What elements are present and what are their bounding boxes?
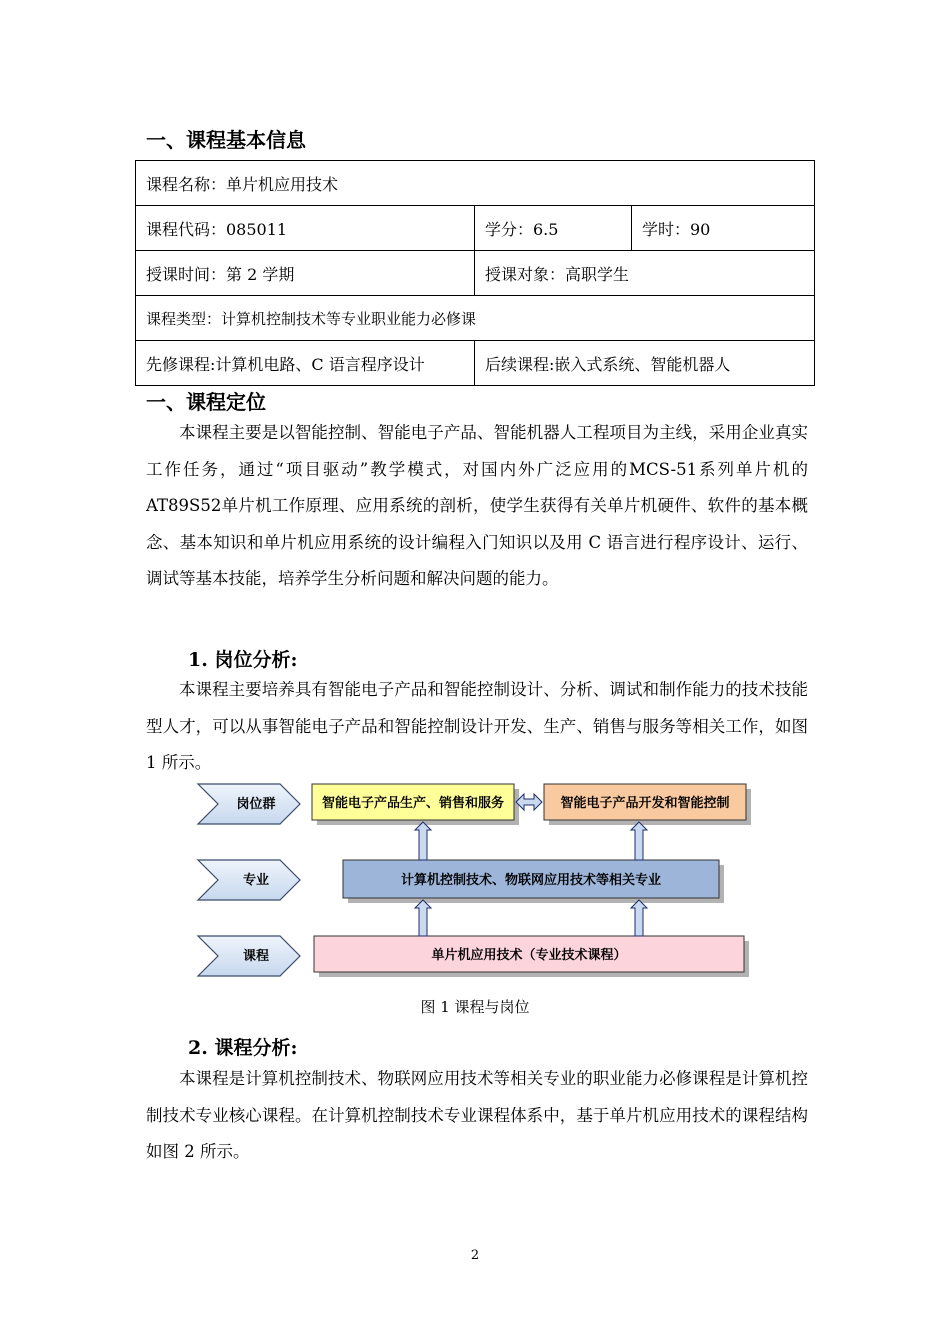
box-job-development-text: 智能电子产品开发和智能控制 [560, 796, 730, 811]
box-course-text: 单片机应用技术（专业技术课程） [431, 948, 627, 963]
followup-cell: 后续课程:嵌入式系统、智能机器人 [475, 341, 815, 386]
course-job-diagram [190, 780, 760, 980]
up-arrow-icon [631, 822, 647, 860]
label-course: 课程 [242, 949, 270, 964]
job-analysis-title: 1. 岗位分析: [188, 649, 298, 671]
hours-cell: 学时：90 [632, 206, 815, 251]
positioning-paragraph: 本课程主要是以智能控制、智能电子产品、智能机器人工程项目为主线，采用企业真实工作任务，通过“项目驱动”教学模式，对国内外广泛应用的MCS-51系列单片机的AT89S52单片机工作原理、应用系统的剖析，使学生获得有关单片机硬件、软件的基本概念、基本知识和单片机应用系统的设计编程入门知识以及用 C 语言进行程序设计、运行、调试等基本技能，培养学生分析问题和解决问题的能力。 [146, 423, 808, 588]
course-analysis-title: 2. 课程分析: [188, 1037, 298, 1059]
label-job-group: 岗位群 [236, 797, 276, 812]
credit-cell: 学分：6.5 [475, 206, 632, 251]
chevron-row3 [198, 936, 300, 976]
page-number: 2 [470, 1248, 480, 1263]
course-code-cell: 课程代码：085011 [136, 206, 475, 251]
double-arrow-icon [516, 794, 542, 810]
chevron-row1 [198, 784, 300, 824]
prerequisite-cell: 先修课程:计算机电路、C 语言程序设计 [136, 341, 475, 386]
figure1-caption: 图 1 课程与岗位 [420, 998, 530, 1016]
course-name-cell: 课程名称：单片机应用技术 [136, 161, 815, 206]
audience-cell: 授课对象：高职学生 [475, 251, 815, 296]
section-title-basic-info: 一、课程基本信息 [146, 128, 306, 152]
box-job-production-text: 智能电子产品生产、销售和服务 [321, 796, 505, 811]
box-major-text: 计算机控制技术、物联网应用技术等相关专业 [400, 873, 662, 888]
up-arrow-icon [415, 822, 431, 860]
job-analysis-paragraph: 本课程主要培养具有智能电子产品和智能控制设计、分析、调试和制作能力的技术技能型人才，可以从事智能电子产品和智能控制设计开发、生产、销售与服务等相关工作，如图 1 所示。 [146, 680, 808, 772]
semester-cell: 授课时间：第 2 学期 [136, 251, 475, 296]
course-analysis-paragraph: 本课程是计算机控制技术、物联网应用技术等相关专业的职业能力必修课程是计算机控制技术专业核心课程。在计算机控制技术专业课程体系中，基于单片机应用技术的课程结构如图 2 所示。 [146, 1069, 808, 1161]
section-title-positioning: 一、课程定位 [146, 390, 266, 414]
course-type-cell: 课程类型：计算机控制技术等专业职业能力必修课 [136, 296, 815, 341]
up-arrow-icon [631, 900, 647, 936]
label-major: 专业 [242, 873, 270, 888]
up-arrow-icon [415, 900, 431, 936]
chevron-row2 [198, 860, 300, 900]
course-info-table [135, 160, 815, 386]
